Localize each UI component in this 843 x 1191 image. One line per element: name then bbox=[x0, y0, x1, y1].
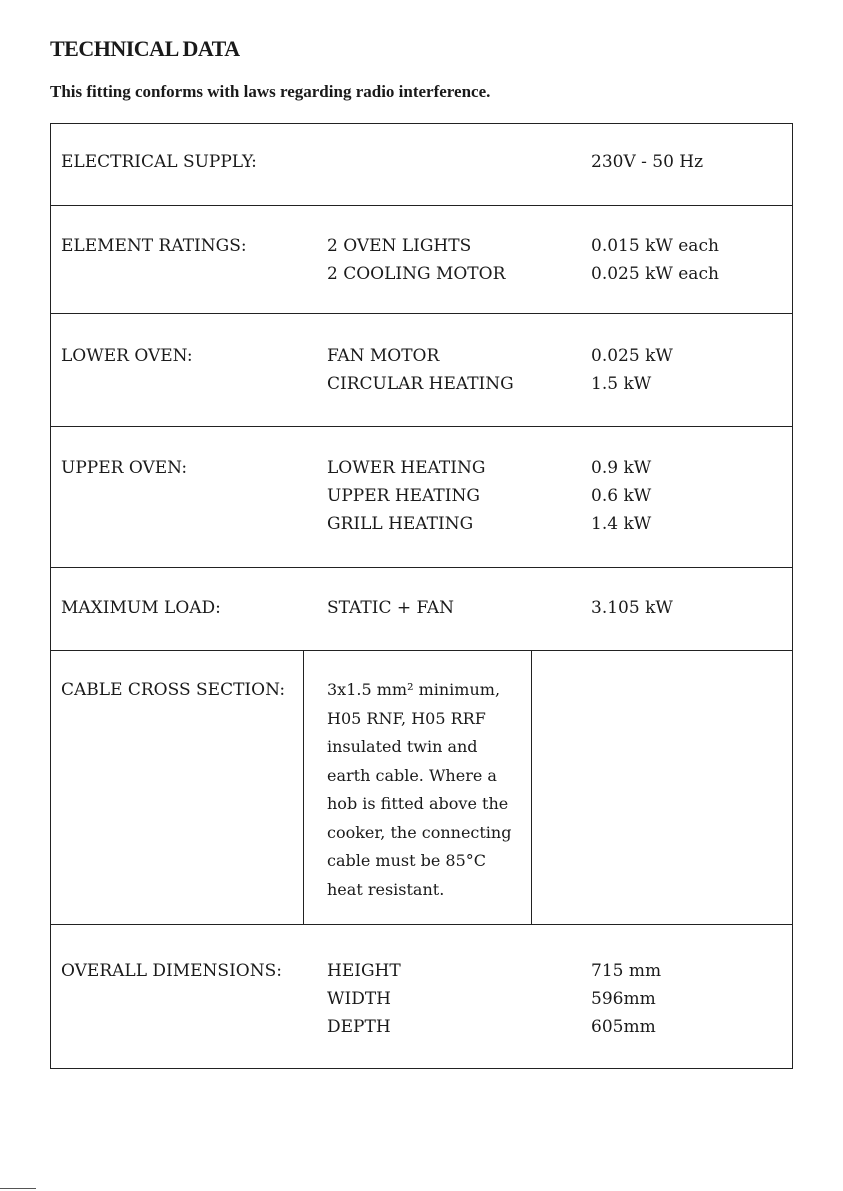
element-ratings-item: 2 OVEN LIGHTS bbox=[327, 236, 472, 256]
row-element-ratings bbox=[51, 206, 792, 314]
cable-cross-section-text bbox=[327, 676, 511, 904]
cable-text-line: 3x1.5 mm² minimum, bbox=[327, 680, 501, 699]
upper-oven-label: UPPER OVEN: bbox=[61, 458, 188, 478]
row-overall-dimensions bbox=[51, 925, 792, 1070]
upper-oven-item: UPPER HEATING bbox=[327, 486, 480, 506]
column-divider bbox=[531, 651, 532, 924]
element-ratings-label: ELEMENT RATINGS: bbox=[61, 236, 247, 256]
electrical-supply-label: ELECTRICAL SUPPLY: bbox=[61, 152, 257, 172]
lower-oven-item: CIRCULAR HEATING bbox=[327, 374, 514, 394]
upper-oven-item: GRILL HEATING bbox=[327, 514, 474, 534]
row-upper-oven bbox=[51, 427, 792, 568]
overall-dimensions-value: 605mm bbox=[591, 1017, 656, 1037]
upper-oven-value: 0.6 kW bbox=[591, 486, 652, 506]
overall-dimensions-item: HEIGHT bbox=[327, 961, 401, 981]
cable-text-line: cooker, the connecting bbox=[327, 822, 512, 842]
row-maximum-load bbox=[51, 568, 792, 651]
element-ratings-values bbox=[591, 232, 719, 288]
upper-oven-value: 1.4 kW bbox=[591, 514, 652, 534]
overall-dimensions-values bbox=[591, 957, 661, 1041]
overall-dimensions-label: OVERALL DIMENSIONS: bbox=[61, 961, 282, 981]
page-title: TECHNICAL DATA bbox=[50, 36, 240, 61]
lower-oven-value: 0.025 kW bbox=[591, 346, 673, 366]
lower-oven-values bbox=[591, 342, 673, 398]
upper-oven-item: LOWER HEATING bbox=[327, 458, 486, 478]
upper-oven-value: 0.9 kW bbox=[591, 458, 652, 478]
lower-oven-item: FAN MOTOR bbox=[327, 346, 440, 366]
overall-dimensions-item: WIDTH bbox=[327, 989, 391, 1009]
upper-oven-values bbox=[591, 454, 651, 538]
row-lower-oven bbox=[51, 314, 792, 427]
maximum-load-value: 3.105 kW bbox=[591, 598, 673, 618]
cable-cross-section-label: CABLE CROSS SECTION: bbox=[61, 680, 286, 700]
cable-text-line: cable must be 85°C bbox=[327, 851, 487, 870]
overall-dimensions-value: 596mm bbox=[591, 989, 656, 1009]
overall-dimensions-items bbox=[327, 957, 401, 1041]
electrical-supply-value: 230V - 50 Hz bbox=[591, 152, 704, 172]
cable-text-line: hob is fitted above the bbox=[327, 794, 509, 813]
lower-oven-label: LOWER OVEN: bbox=[61, 346, 193, 366]
row-electrical-supply bbox=[51, 124, 792, 206]
element-ratings-item: 2 COOLING MOTOR bbox=[327, 264, 506, 284]
overall-dimensions-item: DEPTH bbox=[327, 1017, 391, 1037]
column-divider bbox=[303, 651, 304, 924]
cable-text-line: earth cable. Where a bbox=[327, 765, 497, 785]
lower-oven-value: 1.5 kW bbox=[591, 374, 652, 394]
cable-text-line: H05 RNF, H05 RRF bbox=[327, 708, 486, 728]
page-edge-mark bbox=[0, 1188, 36, 1189]
cable-text-line: insulated twin and bbox=[327, 737, 478, 756]
element-ratings-value: 0.015 kW each bbox=[591, 236, 719, 256]
interference-note: This fitting conforms with laws regarding radio interference. bbox=[50, 82, 491, 101]
technical-data-table bbox=[50, 123, 793, 1069]
upper-oven-items bbox=[327, 454, 485, 538]
overall-dimensions-value: 715 mm bbox=[591, 961, 662, 981]
cable-text-line: heat resistant. bbox=[327, 879, 445, 899]
maximum-load-label: MAXIMUM LOAD: bbox=[61, 598, 221, 618]
maximum-load-item: STATIC + FAN bbox=[327, 598, 454, 618]
element-ratings-value: 0.025 kW each bbox=[591, 264, 719, 284]
element-ratings-items bbox=[327, 232, 505, 288]
lower-oven-items bbox=[327, 342, 514, 398]
row-cable-cross-section bbox=[51, 651, 792, 925]
